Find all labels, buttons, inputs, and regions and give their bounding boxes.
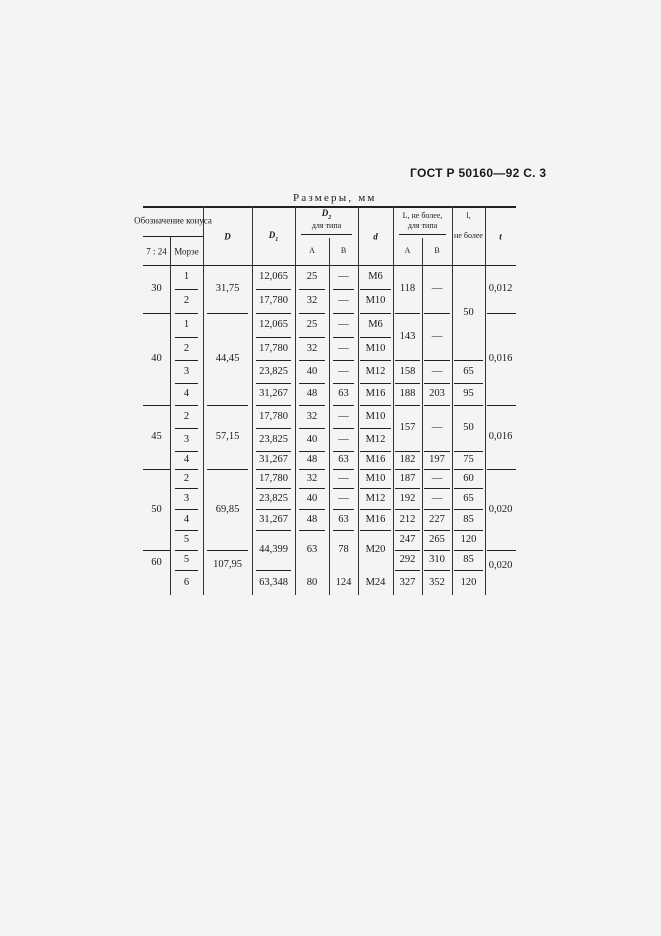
L-row-rule xyxy=(424,469,450,470)
header-L-B: В xyxy=(434,246,440,255)
d2-type-b-value: — xyxy=(338,270,349,282)
thread-d-value: M16 xyxy=(365,453,386,465)
d2-type-a-value: 40 xyxy=(306,433,318,445)
l-value: 85 xyxy=(463,513,474,525)
L-row-rule xyxy=(395,469,420,470)
header-column-rule xyxy=(393,206,394,265)
header-D2 xyxy=(322,209,332,221)
header-D1-letter: D xyxy=(268,230,276,241)
d1-value: 31,267 xyxy=(259,387,288,399)
morse-number: 2 xyxy=(183,294,190,306)
header-L-A: А xyxy=(404,246,411,255)
d2a-row-rule xyxy=(299,337,325,338)
l-value: 95 xyxy=(463,387,474,399)
l-row-rule xyxy=(454,451,483,452)
L-type-a-value: 192 xyxy=(399,492,416,504)
L-type-a-value: 118 xyxy=(399,282,416,294)
L-type-b-value: — xyxy=(431,472,443,484)
d1-value: 23,825 xyxy=(259,492,288,504)
thread-d-value: M12 xyxy=(365,492,386,504)
body-column-rule xyxy=(170,265,171,595)
d-row-rule xyxy=(360,509,391,510)
d2-type-b-value: 63 xyxy=(338,387,349,399)
L-row-rule xyxy=(424,488,450,489)
d2b-row-rule xyxy=(333,383,354,384)
header-subrule-cone xyxy=(143,236,203,237)
body-column-rule xyxy=(358,265,359,595)
thread-d-value: M12 xyxy=(365,365,386,377)
d2b-row-rule xyxy=(333,488,354,489)
thread-d-value: M10 xyxy=(365,342,386,354)
d1-row-rule xyxy=(256,405,291,406)
l-value: 120 xyxy=(460,576,477,588)
l-value: 75 xyxy=(463,453,474,465)
header-subrule-d2 xyxy=(301,234,352,235)
t-value: 0,012 xyxy=(488,282,513,294)
l-row-rule xyxy=(454,550,483,551)
morse-row-rule xyxy=(175,530,198,531)
d2a-row-rule xyxy=(299,469,325,470)
morse-number: 5 xyxy=(183,533,190,545)
morse-row-rule xyxy=(175,383,198,384)
d2b-row-rule xyxy=(333,337,354,338)
header-cone-designation: Обозначение конуса xyxy=(134,215,212,226)
morse-number: 4 xyxy=(183,513,190,525)
morse-number: 3 xyxy=(183,433,190,445)
thread-d-value: M16 xyxy=(365,513,386,525)
d1-value: 17,780 xyxy=(259,294,288,306)
L-row-rule xyxy=(424,530,450,531)
d2-type-a-value: 25 xyxy=(306,318,318,330)
thread-d-value: M6 xyxy=(368,270,383,282)
d2b-row-rule xyxy=(333,428,354,429)
d1-row-rule xyxy=(256,469,291,470)
cone-7-24-value: 30 xyxy=(151,282,162,294)
d1-row-rule xyxy=(256,570,291,571)
thread-d-value: M10 xyxy=(365,410,386,422)
L-row-rule xyxy=(395,313,420,314)
d2b-row-rule xyxy=(333,360,354,361)
morse-number: 6 xyxy=(183,576,190,588)
L-type-a-value: 212 xyxy=(399,513,416,525)
d2a-row-rule xyxy=(299,405,325,406)
d1-value: 17,780 xyxy=(259,472,288,484)
L-type-b-value: — xyxy=(431,421,443,433)
d-row-rule xyxy=(360,313,391,314)
group-rule-D xyxy=(207,313,248,314)
D-value: 44,45 xyxy=(215,352,240,364)
l-row-rule xyxy=(454,570,483,571)
morse-number: 3 xyxy=(183,492,190,504)
t-value: 0,016 xyxy=(488,430,513,442)
d1-row-rule xyxy=(256,530,291,531)
d2a-row-rule xyxy=(299,509,325,510)
l-row-rule xyxy=(454,509,483,510)
L-type-a-value: 143 xyxy=(399,330,416,342)
L-type-a-value: 182 xyxy=(399,453,416,465)
d2-type-a-value: 25 xyxy=(306,270,318,282)
d1-row-rule xyxy=(256,383,291,384)
L-type-b-value: — xyxy=(431,330,443,342)
d2b-row-rule xyxy=(333,313,354,314)
d1-row-rule xyxy=(256,488,291,489)
header-l: l, xyxy=(466,211,471,220)
l-value: 65 xyxy=(463,365,474,377)
D-value: 31,75 xyxy=(215,282,240,294)
L-type-b-value: — xyxy=(431,282,443,294)
L-row-rule xyxy=(395,488,420,489)
header-column-rule xyxy=(452,206,453,265)
L-type-a-value: 188 xyxy=(399,387,416,399)
body-column-rule xyxy=(329,265,330,595)
thread-d-value: M12 xyxy=(365,433,386,445)
L-type-b-value: 203 xyxy=(429,387,445,399)
cone-7-24-value: 60 xyxy=(151,556,162,568)
header-D1 xyxy=(269,231,279,243)
L-row-rule xyxy=(395,530,420,531)
header-7-24: 7 : 24 xyxy=(146,246,167,257)
header-column-rule xyxy=(252,206,253,265)
group-rule-D xyxy=(207,405,248,406)
d-row-rule xyxy=(360,488,391,489)
header-subrule-l xyxy=(399,234,446,235)
cone-7-24-value: 45 xyxy=(151,430,162,442)
d2-type-a-value: 48 xyxy=(306,453,318,465)
l-row-rule xyxy=(454,488,483,489)
header-D: D xyxy=(224,231,231,242)
L-row-rule xyxy=(424,570,450,571)
d1-row-rule xyxy=(256,360,291,361)
header-column-rule xyxy=(422,238,423,265)
L-type-b-value: 197 xyxy=(429,453,445,465)
header-column-rule xyxy=(329,238,330,265)
d2a-row-rule xyxy=(299,488,325,489)
l-value: 120 xyxy=(460,533,477,545)
d2b-row-rule xyxy=(333,451,354,452)
L-type-b-value: 310 xyxy=(429,553,445,565)
body-column-rule xyxy=(252,265,253,595)
header-L: L, не более, xyxy=(402,211,443,220)
d2-type-b-value: — xyxy=(338,365,349,377)
d2b-row-rule xyxy=(333,530,354,531)
header-L-type: для типа xyxy=(407,221,438,230)
D-value: 57,15 xyxy=(215,430,240,442)
header-D2-letter: D xyxy=(321,208,329,219)
cone-7-24-value: 40 xyxy=(151,352,162,364)
d2-type-a-value: 32 xyxy=(306,294,318,306)
thread-d-value: M20 xyxy=(365,543,386,555)
morse-row-rule xyxy=(175,360,198,361)
morse-row-rule xyxy=(175,451,198,452)
d1-row-rule xyxy=(256,337,291,338)
body-column-rule xyxy=(422,265,423,595)
L-row-rule xyxy=(395,360,420,361)
morse-number: 2 xyxy=(183,410,190,422)
d-row-rule xyxy=(360,289,391,290)
L-type-a-value: 247 xyxy=(399,533,416,545)
morse-row-rule xyxy=(175,509,198,510)
d1-value: 12,065 xyxy=(259,318,288,330)
D-value: 69,85 xyxy=(215,503,240,515)
header-D2-B: В xyxy=(340,246,347,255)
d2-type-b-value: 78 xyxy=(338,543,349,555)
thread-d-value: M10 xyxy=(365,472,386,484)
d2a-row-rule xyxy=(299,383,325,384)
L-row-rule xyxy=(424,313,450,314)
header-D2-type: для типа xyxy=(311,221,342,230)
group-rule-t xyxy=(487,550,516,551)
morse-number: 3 xyxy=(183,365,190,377)
body-column-rule xyxy=(295,265,296,595)
d-row-rule xyxy=(360,451,391,452)
d1-value: 23,825 xyxy=(259,433,288,445)
d2-type-a-value: 32 xyxy=(306,410,318,422)
t-value: 0,020 xyxy=(488,503,513,515)
d1-row-rule xyxy=(256,313,291,314)
d2-type-b-value: — xyxy=(338,342,349,354)
d2-type-a-value: 32 xyxy=(306,342,318,354)
morse-row-rule xyxy=(175,289,198,290)
d-row-rule xyxy=(360,360,391,361)
L-row-rule xyxy=(424,383,450,384)
morse-number: 1 xyxy=(183,318,190,330)
group-rule-t xyxy=(487,313,516,314)
group-rule-7-24 xyxy=(143,313,170,314)
thread-d-value: M16 xyxy=(365,387,386,399)
d1-value: 12,065 xyxy=(259,270,288,282)
l-row-rule xyxy=(454,360,483,361)
L-row-rule xyxy=(395,383,420,384)
L-type-a-value: 158 xyxy=(399,365,416,377)
L-type-b-value: — xyxy=(431,365,443,377)
d2-type-b-value: 124 xyxy=(335,576,352,588)
d2-type-a-value: 40 xyxy=(306,492,318,504)
L-type-a-value: 157 xyxy=(399,421,416,433)
d2-type-b-value: — xyxy=(338,492,349,504)
D-value: 107,95 xyxy=(213,558,242,570)
d2-type-a-value: 63 xyxy=(306,543,318,555)
d1-row-rule xyxy=(256,509,291,510)
d1-row-rule xyxy=(256,289,291,290)
d2-type-b-value: — xyxy=(338,318,349,330)
d-row-rule xyxy=(360,428,391,429)
d1-value: 23,825 xyxy=(259,365,288,377)
morse-number: 4 xyxy=(183,453,190,465)
t-value: 0,020 xyxy=(488,559,513,571)
d1-value: 31,267 xyxy=(259,513,288,525)
d2b-row-rule xyxy=(333,469,354,470)
d2a-row-rule xyxy=(299,360,325,361)
header-D2-subscript: 2 xyxy=(328,214,332,221)
l-value: 50 xyxy=(463,306,474,318)
L-row-rule xyxy=(424,360,450,361)
d-row-rule xyxy=(360,469,391,470)
L-type-b-value: 265 xyxy=(429,533,445,545)
d2a-row-rule xyxy=(299,289,325,290)
l-value: 65 xyxy=(463,492,474,504)
l-value: 50 xyxy=(463,421,474,433)
d2b-row-rule xyxy=(333,509,354,510)
header-column-rule xyxy=(358,206,359,265)
d2-type-b-value: 63 xyxy=(338,513,349,525)
d1-value: 31,267 xyxy=(259,453,288,465)
thread-d-value: M24 xyxy=(365,576,386,588)
morse-number: 4 xyxy=(183,387,190,399)
L-row-rule xyxy=(395,550,420,551)
L-row-rule xyxy=(395,405,420,406)
d2a-row-rule xyxy=(299,313,325,314)
group-rule-7-24 xyxy=(143,550,170,551)
l-value: 85 xyxy=(463,553,474,565)
L-type-b-value: — xyxy=(431,492,443,504)
morse-row-rule xyxy=(175,428,198,429)
d2-type-a-value: 32 xyxy=(306,472,318,484)
d2-type-a-value: 48 xyxy=(306,387,318,399)
d2-type-a-value: 40 xyxy=(306,365,318,377)
d2a-row-rule xyxy=(299,530,325,531)
header-column-rule xyxy=(485,206,486,265)
morse-number: 5 xyxy=(183,553,190,565)
L-row-rule xyxy=(395,570,420,571)
thread-d-value: M10 xyxy=(365,294,386,306)
L-row-rule xyxy=(395,509,420,510)
group-rule-D xyxy=(207,550,248,551)
body-column-rule xyxy=(203,265,204,595)
thread-d-value: M6 xyxy=(368,318,383,330)
t-value: 0,016 xyxy=(488,352,513,364)
morse-row-rule xyxy=(175,570,198,571)
L-row-rule xyxy=(424,550,450,551)
d2-type-a-value: 48 xyxy=(306,513,318,525)
body-column-rule xyxy=(393,265,394,595)
d2-type-b-value: 63 xyxy=(338,453,349,465)
d1-value: 17,780 xyxy=(259,410,288,422)
L-type-b-value: 227 xyxy=(429,513,445,525)
l-row-rule xyxy=(454,469,483,470)
d2a-row-rule xyxy=(299,451,325,452)
morse-row-rule xyxy=(175,550,198,551)
d1-value: 17,780 xyxy=(259,342,288,354)
morse-row-rule xyxy=(175,405,198,406)
morse-row-rule xyxy=(175,313,198,314)
d2-type-b-value: — xyxy=(338,433,349,445)
d-row-rule xyxy=(360,383,391,384)
L-type-a-value: 292 xyxy=(399,553,416,565)
d-row-rule xyxy=(360,405,391,406)
body-column-rule xyxy=(485,265,486,595)
d-row-rule xyxy=(360,530,391,531)
header-l-note: не более xyxy=(454,231,483,240)
L-row-rule xyxy=(424,451,450,452)
d2b-row-rule xyxy=(333,405,354,406)
group-rule-t xyxy=(487,469,516,470)
group-rule-t xyxy=(487,405,516,406)
cone-7-24-value: 50 xyxy=(151,503,162,515)
d2b-row-rule xyxy=(333,289,354,290)
d2-type-b-value: — xyxy=(338,472,349,484)
d1-value: 63,348 xyxy=(259,576,288,588)
d2-type-a-value: 80 xyxy=(306,576,318,588)
d1-value: 44,399 xyxy=(259,543,288,555)
morse-number: 2 xyxy=(183,472,190,484)
d2a-row-rule xyxy=(299,428,325,429)
document-header: ГОСТ Р 50160—92 С. 3 xyxy=(410,166,547,180)
header-morse: Морзе xyxy=(174,246,199,257)
header-D2-A: А xyxy=(309,246,315,255)
L-type-a-value: 187 xyxy=(399,472,416,484)
l-value: 60 xyxy=(463,472,474,484)
body-column-rule xyxy=(452,265,453,595)
L-row-rule xyxy=(395,451,420,452)
L-row-rule xyxy=(424,405,450,406)
L-type-a-value: 327 xyxy=(399,576,416,588)
morse-row-rule xyxy=(175,337,198,338)
d1-row-rule xyxy=(256,428,291,429)
header-D1-subscript: 1 xyxy=(275,236,279,243)
d2-type-b-value: — xyxy=(338,410,349,422)
l-row-rule xyxy=(454,530,483,531)
table-caption: Размеры, мм xyxy=(293,192,377,204)
L-type-b-value: 352 xyxy=(429,576,445,588)
d-row-rule xyxy=(360,337,391,338)
l-row-rule xyxy=(454,405,483,406)
header-column-rule xyxy=(170,236,171,265)
group-rule-7-24 xyxy=(143,469,170,470)
morse-row-rule xyxy=(175,488,198,489)
group-rule-7-24 xyxy=(143,405,170,406)
table-top-rule xyxy=(143,206,516,208)
header-column-rule xyxy=(295,206,296,265)
header-d: d xyxy=(373,231,378,242)
header-t: t xyxy=(499,231,502,242)
group-rule-D xyxy=(207,469,248,470)
L-row-rule xyxy=(424,509,450,510)
morse-row-rule xyxy=(175,469,198,470)
d2-type-b-value: — xyxy=(338,294,349,306)
d1-row-rule xyxy=(256,451,291,452)
morse-number: 1 xyxy=(183,270,190,282)
morse-number: 2 xyxy=(183,342,190,354)
l-row-rule xyxy=(454,383,483,384)
